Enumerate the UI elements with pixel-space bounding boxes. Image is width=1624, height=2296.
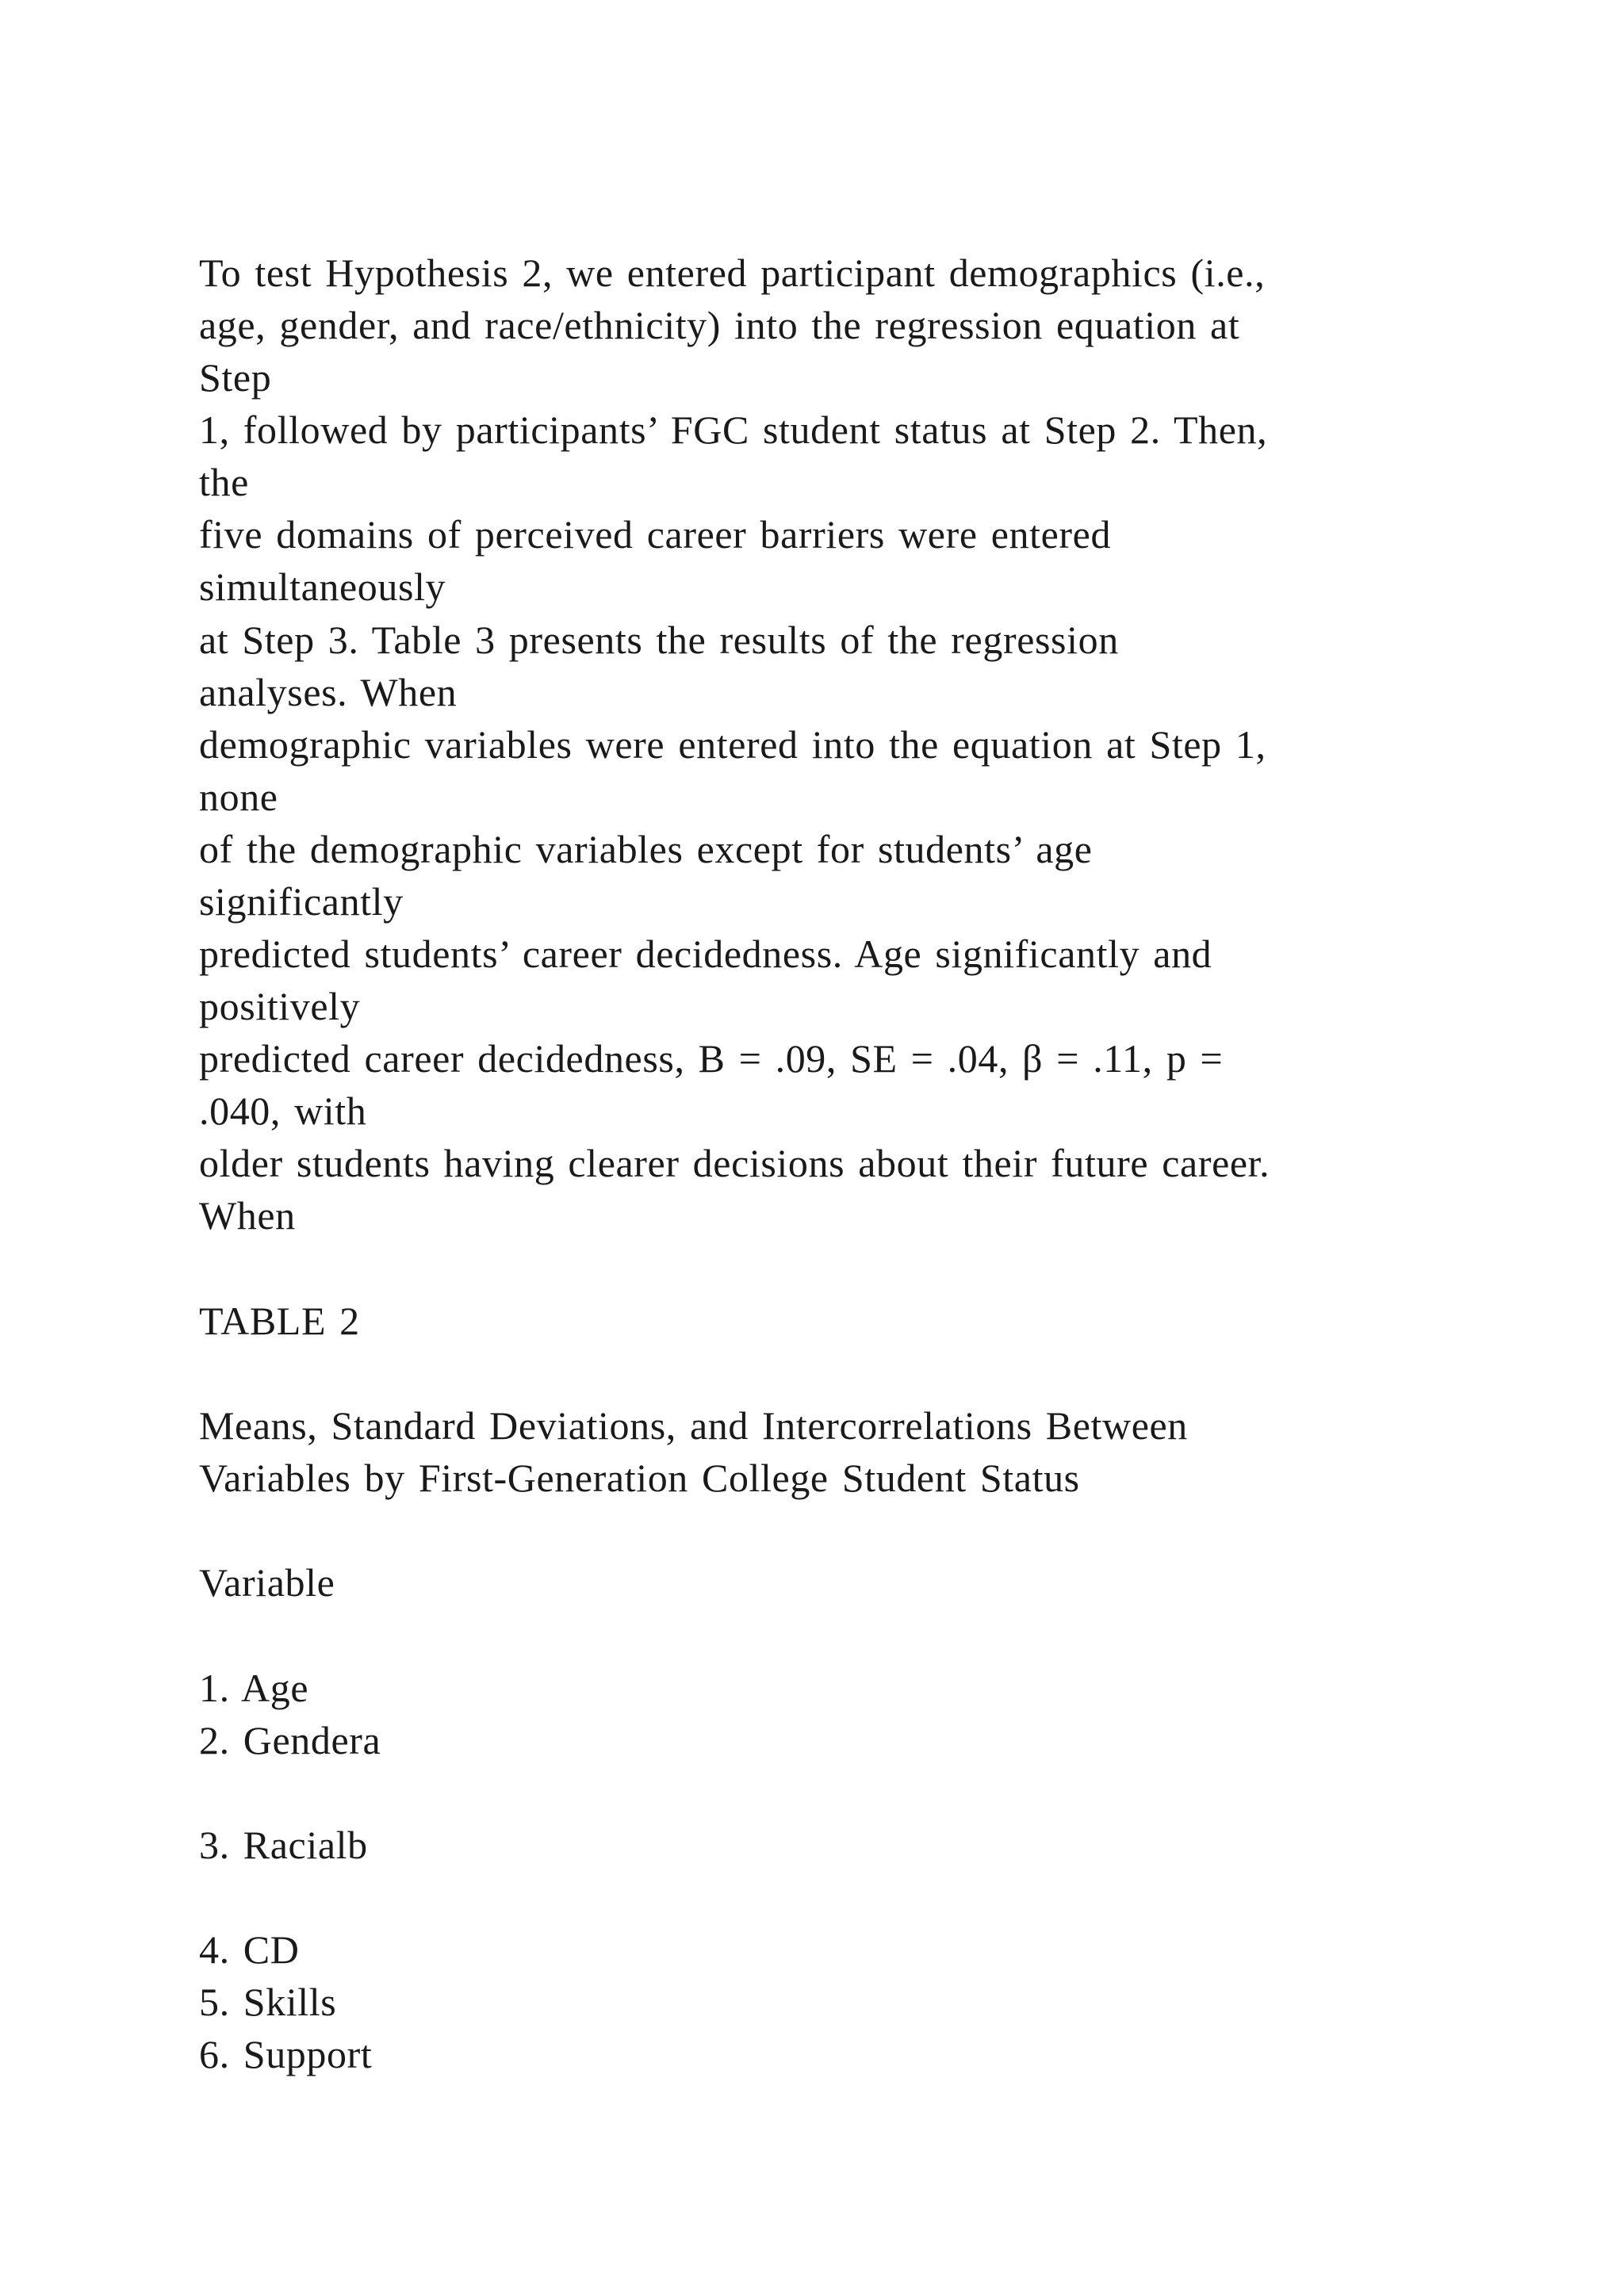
paragraph-line: significantly [199,879,404,924]
table-caption-line: Means, Standard Deviations, and Intercorrelations Between [199,1403,1188,1448]
paragraph-line: five domains of perceived career barriers were entered [199,512,1112,557]
paragraph-line: predicted students’ career decidedness. Age significantly and [199,932,1212,976]
paragraph-line: of the demographic variables except for students’ age [199,827,1093,871]
paragraph-line: age, gender, and race/ethnicity) into the regression equation at [199,303,1240,347]
paragraph-line: simultaneously [199,564,446,609]
paragraph-line: demographic variables were entered into the equation at Step 1, [199,722,1266,767]
table-caption-line: Variables by First-Generation College Student Status [199,1456,1080,1500]
paragraph-line: When [199,1193,296,1238]
variable-item: 1. Age [199,1666,309,1710]
variable-item: 5. Skills [199,1980,337,2024]
paragraph-line: positively [199,984,361,1028]
paragraph-line: To test Hypothesis 2, we entered participant demographics (i.e., [199,251,1266,295]
paragraph-line: the [199,460,249,504]
variable-item: 2. Gendera [199,1718,381,1762]
paragraph-line: 1, followed by participants’ FGC student status at Step 2. Then, [199,408,1268,452]
paragraph-line: analyses. When [199,670,458,714]
paragraph-line: none [199,775,278,819]
variable-item: 4. CD [199,1927,300,1972]
paragraph-line: .040, with [199,1089,367,1133]
variable-item: 3. Racialb [199,1823,368,1867]
paragraph-line: older students having clearer decisions about their future career. [199,1141,1270,1185]
variable-item: 6. Support [199,2032,373,2076]
table-column-header: Variable [199,1560,335,1605]
paragraph-line: at Step 3. Table 3 presents the results of the regression [199,618,1119,662]
paragraph-line: Step [199,355,272,400]
table-label: TABLE 2 [199,1299,360,1343]
paragraph-line: predicted career decidedness, B = .09, SE = .04, β = .11, p = [199,1036,1224,1081]
